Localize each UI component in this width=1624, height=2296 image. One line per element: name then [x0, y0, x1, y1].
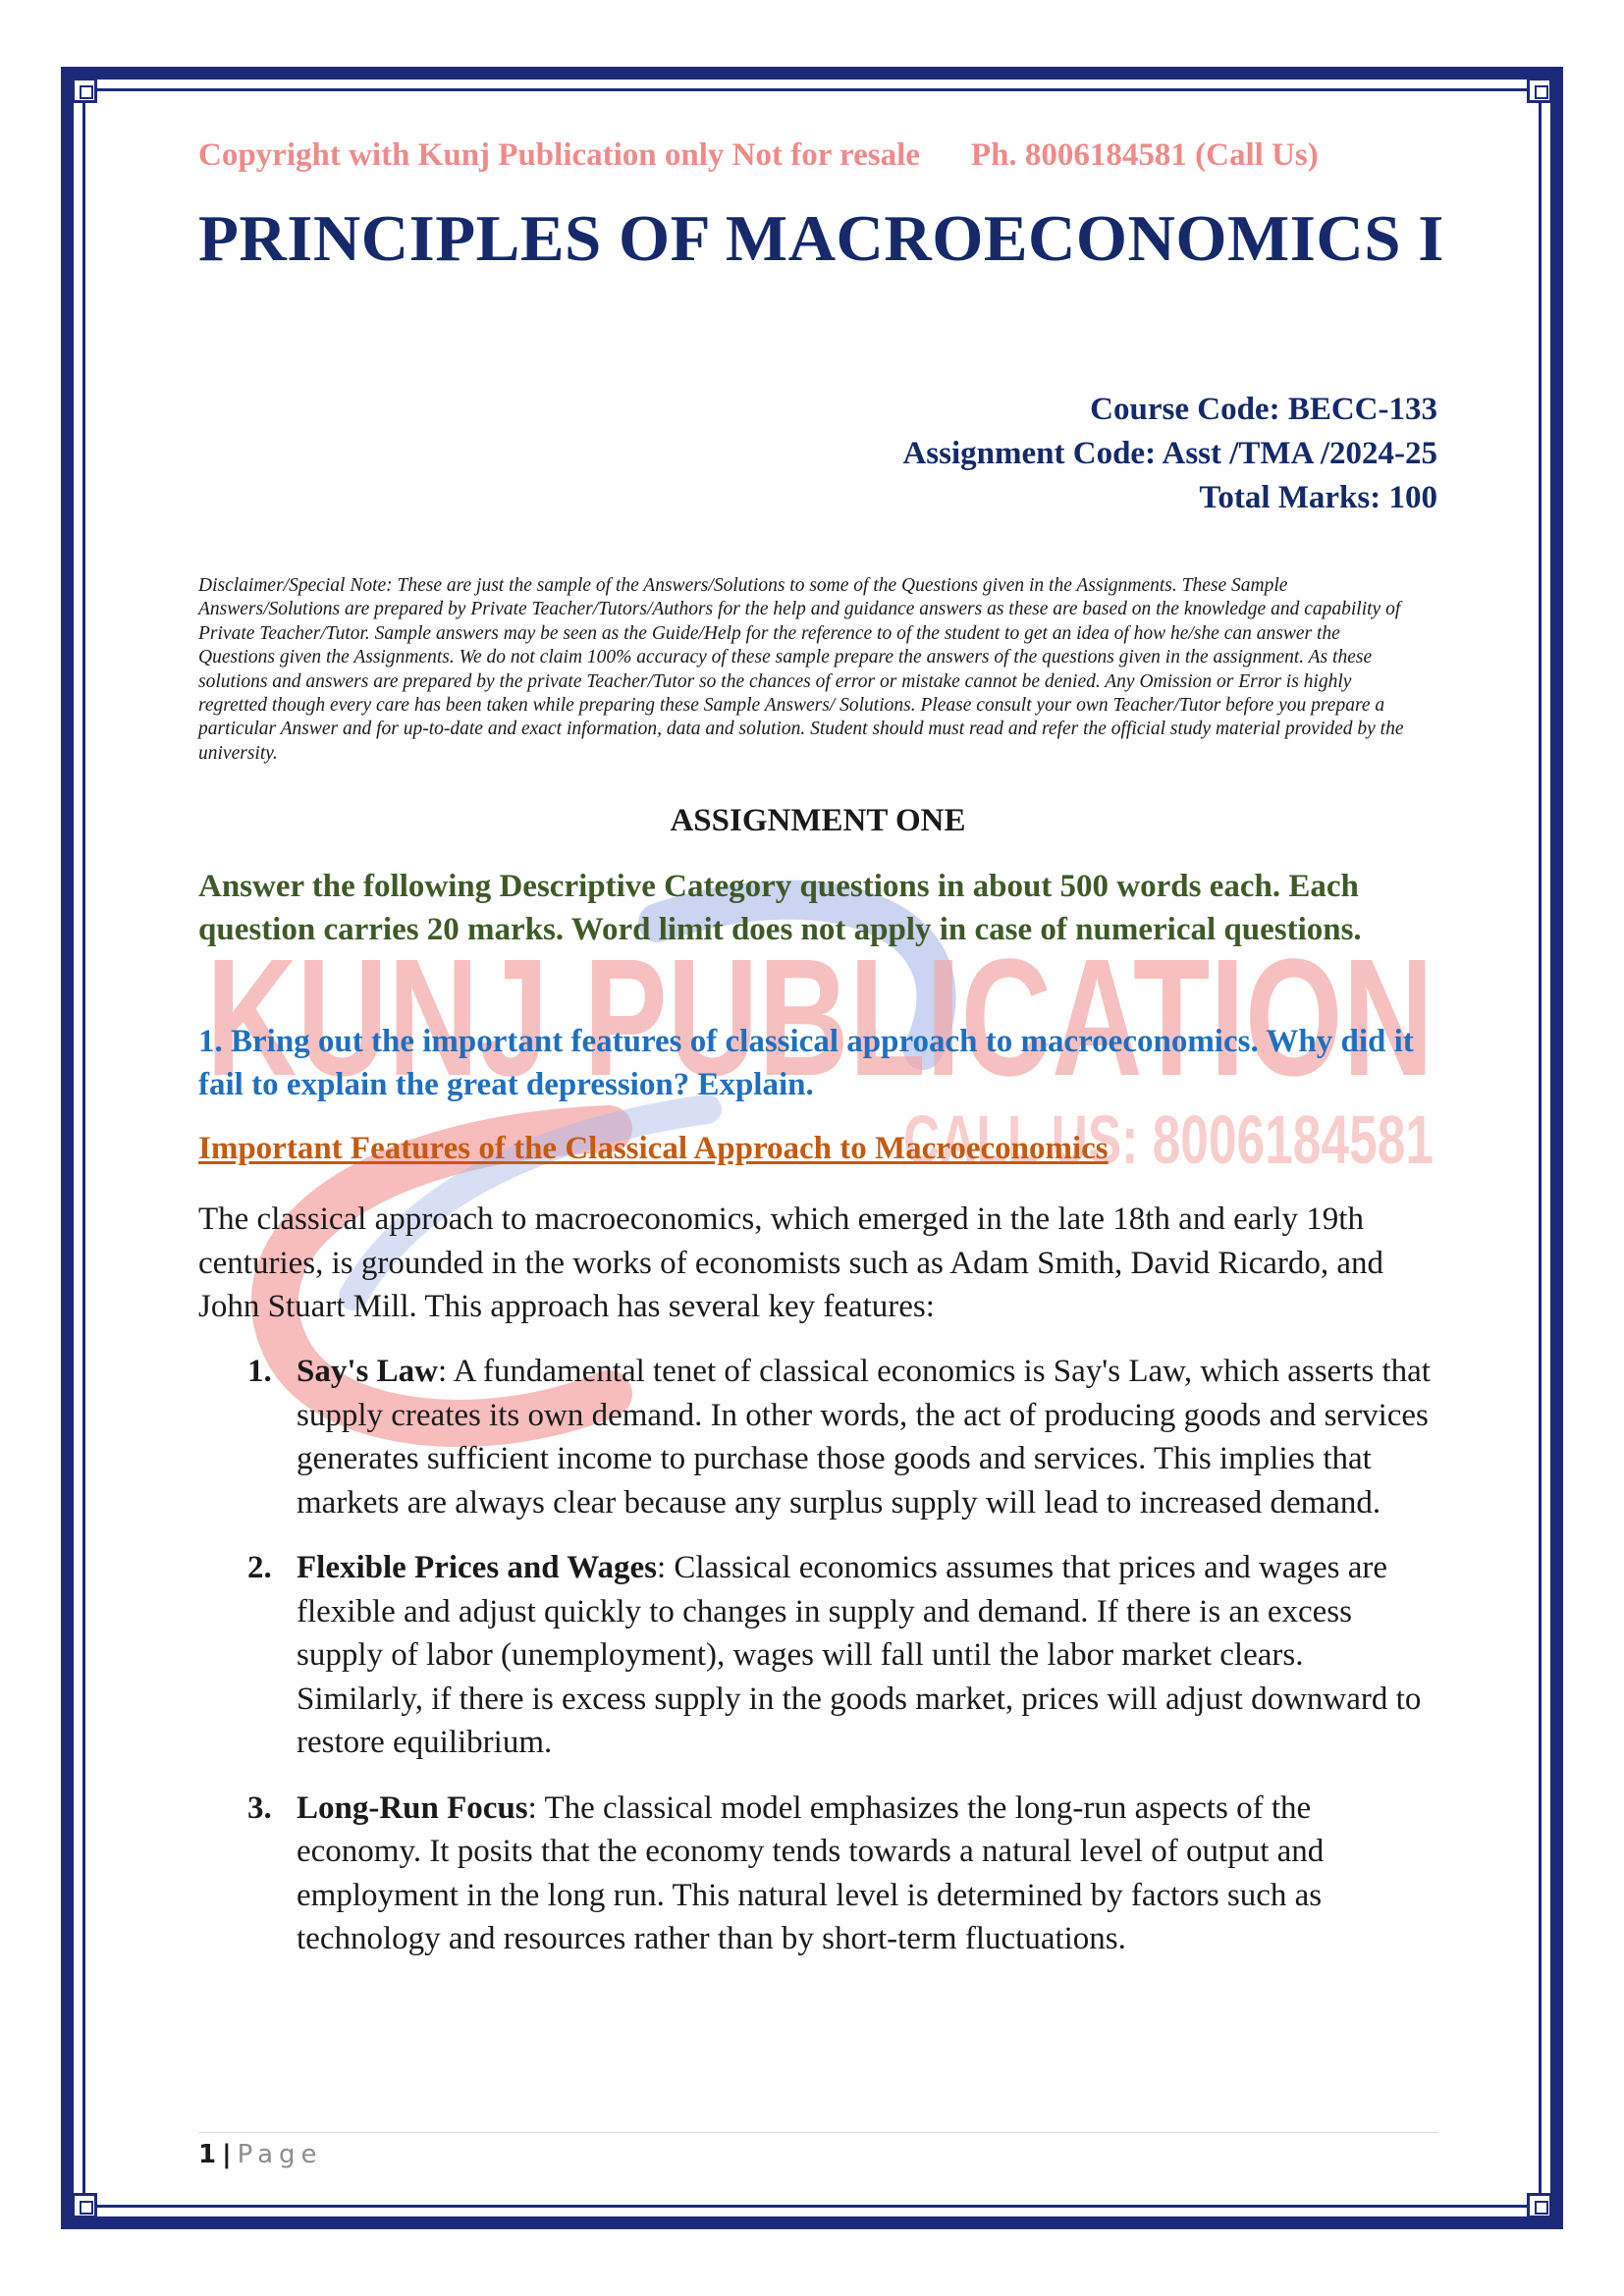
assignment-code: Assignment Code: Asst /TMA /2024-25 — [902, 436, 1437, 471]
section-heading: Important Features of the Classical Approach to Macroeconomics — [198, 1131, 1109, 1166]
page-number: 1 — [198, 2140, 217, 2169]
svg-text:KUNJ PUBLICATION: KUNJ PUBLICATION — [206, 925, 1434, 1111]
border-corner-ornament — [72, 2193, 97, 2218]
border-corner-ornament — [72, 78, 97, 103]
copyright-line — [198, 137, 1437, 174]
total-marks: Total Marks: 100 — [1199, 480, 1437, 515]
feature-term: Say's Law — [297, 1354, 438, 1389]
features-list — [198, 1350, 1437, 1983]
disclaimer-note: Disclaimer/Special Note: These are just the sample of the Answers/Solutions to some of the Questions given in the Assignments. These Sample Answers/Solutions are prepared by Private Teacher/Tutors/Authors for the help and guidance answers as these are based on the knowledge and capability of Private Teacher/Tutor. Sample answers may be seen as the Guide/Help for the reference to of the student to get an idea of how he/she can answer the Questions given the Assignments. We do not claim 100% accuracy of these sample prepare the answers of the questions given in the assignment. As these solutions and answers are prepared by the private Teacher/Tutor so the chances of error or mistake cannot be denied. Any Omission or Error is highly regretted though every care has been taken while preparing these Sample Answers/ Solutions. Please consult your own Teacher/Tutor before you prepare a particular Answer and for up-to-date and exact information, data and solution. Student should must read and refer the official study material provided by the university. — [198, 575, 1404, 764]
list-item-number: 2. — [247, 1550, 272, 1585]
course-meta — [652, 388, 1437, 520]
list-item — [198, 1546, 1437, 1765]
intro-paragraph: The classical approach to macroeconomics, which emerged in the late 18th and early 19th centuries, is grounded in the works of economists such as Adam Smith, David Ricardo, and John Stuart Mill. This approach has several key features: — [198, 1201, 1384, 1324]
course-code: Course Code: BECC-133 — [1090, 392, 1437, 427]
list-item — [198, 1350, 1437, 1524]
footer-divider — [198, 2132, 1437, 2133]
footer-separator: | — [222, 2140, 232, 2169]
border-corner-ornament — [1527, 2193, 1552, 2218]
question-1: 1. Bring out the important features of classical approach to macroeconomics. Why did it fail to explain the great depression? Explain. — [198, 1024, 1414, 1102]
phone-text: Ph. 8006184581 (Call Us) — [970, 137, 1319, 173]
border-corner-ornament — [1527, 78, 1552, 103]
document-title: PRINCIPLES OF MACROECONOMICS I — [198, 202, 1444, 275]
instructions-text: Answer the following Descriptive Category questions in about 500 words each. Each question carries 20 marks. Word limit does not apply in case of numerical questions. — [198, 869, 1362, 947]
feature-term: Flexible Prices and Wages — [297, 1550, 657, 1585]
copyright-text: Copyright with Kunj Publication only Not for resale — [198, 137, 920, 173]
feature-text: : A fundamental tenet of classical economics is Say's Law, which asserts that supply creates its own demand. In other words, the act of producing goods and services generates sufficient income to purchase those goods and services. This implies that markets are always clear because any surplus supply will lead to increased demand. — [297, 1354, 1431, 1521]
page-label: Page — [237, 2140, 323, 2169]
list-item-number: 1. — [247, 1354, 272, 1389]
list-item — [198, 1787, 1437, 1961]
feature-term: Long-Run Focus — [297, 1789, 528, 1826]
feature-text: : Classical economics assumes that prices and wages are flexible and adjust quickly to changes in supply and demand. If there is an excess supply of labor (unemployment), wages will fall until the labor market clears. Similarly, if there is excess supply in the goods market, prices will adjust downward to restore equilibrium. — [297, 1550, 1422, 1760]
list-item-number: 3. — [247, 1789, 272, 1826]
assignment-heading: ASSIGNMENT ONE — [670, 803, 966, 838]
page-footer — [198, 2140, 323, 2169]
svg-text:CALL US: 8006184581: CALL US: 8006184581 — [903, 1101, 1434, 1178]
feature-text: : The classical model emphasizes the long-run aspects of the economy. It posits that the economy tends towards a natural level of output and employment in the long run. This natural level is determined by factors such as technology and resources rather than by short-term fluctuations. — [297, 1789, 1325, 1956]
